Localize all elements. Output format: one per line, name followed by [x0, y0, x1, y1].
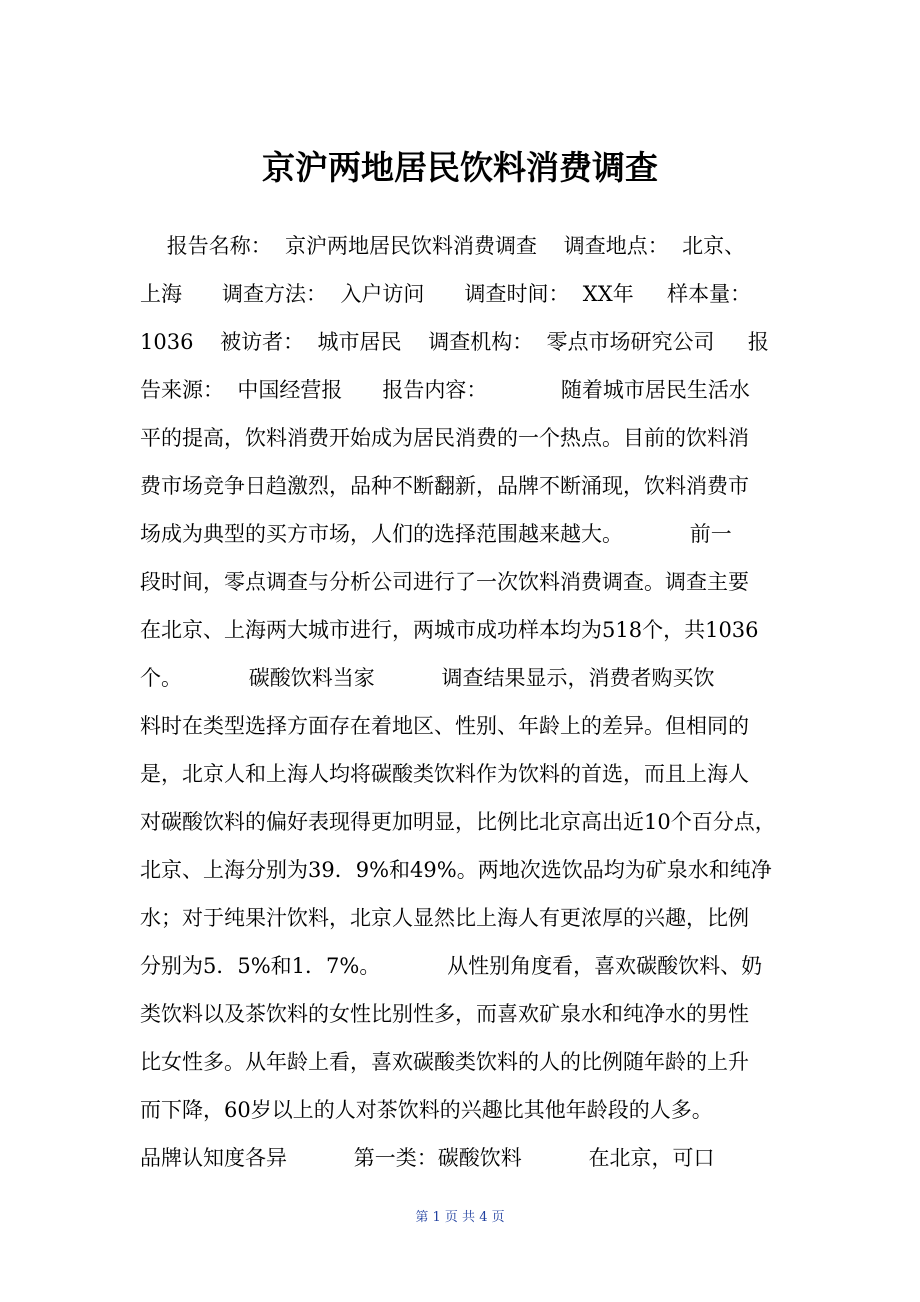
- body-line: 比女性多。从年龄上看，喜欢碳酸类饮料的人的比例随年龄的上升: [140, 1050, 749, 1074]
- body-line: 是，北京人和上海人均将碳酸类饮料作为饮料的首选，而且上海人: [140, 762, 749, 786]
- body-line: 平的提高，饮料消费开始成为居民消费的一个热点。目前的饮料消: [140, 426, 749, 450]
- page-footer: 第 1 页 共 4 页: [415, 1210, 505, 1225]
- body-line: 品牌认知度各异 第一类：碳酸饮料 在北京，可口: [140, 1146, 715, 1170]
- body-line: 个。 碳酸饮料当家 调查结果显示，消费者购买饮: [140, 666, 715, 690]
- body-line: 上海 调查方法： 入户访问 调查时间： XX年 样本量：: [140, 282, 752, 306]
- body-line: 水；对于纯果汁饮料，北京人显然比上海人有更浓厚的兴趣，比例: [140, 906, 749, 930]
- body-line: 类饮料以及茶饮料的女性比别性多，而喜欢矿泉水和纯净水的男性: [140, 1002, 749, 1026]
- body-line: 料时在类型选择方面存在着地区、性别、年龄上的差异。但相同的: [140, 714, 749, 738]
- body-line: 告来源： 中国经营报 报告内容： 随着城市居民生活水: [140, 378, 750, 402]
- document-title: 京沪两地居民饮料消费调查: [262, 148, 658, 187]
- body-line: 对碳酸饮料的偏好表现得更加明显，比例比北京高出近10个百分点，: [140, 810, 776, 834]
- body-line: 北京、上海分别为39．9%和49%。两地次选饮品均为矿泉水和纯净: [140, 858, 772, 882]
- body-line: 分别为5．5%和1．7%。 从性别角度看，喜欢碳酸饮料、奶: [140, 954, 763, 978]
- body-line: 费市场竞争日趋激烈，品种不断翻新，品牌不断涌现，饮料消费市: [140, 474, 749, 498]
- body-line: 场成为典型的买方市场，人们的选择范围越来越大。 前一: [140, 522, 732, 546]
- body-line: 段时间，零点调查与分析公司进行了一次饮料消费调查。调查主要: [140, 570, 749, 594]
- body-line: 在北京、上海两大城市进行，两城市成功样本均为518个，共1036: [140, 618, 759, 642]
- body-line: 而下降，60岁以上的人对茶饮料的兴趣比其他年龄段的人多。: [140, 1098, 713, 1122]
- body-line: 报告名称： 京沪两地居民饮料消费调查 调查地点： 北京、: [140, 234, 746, 258]
- body-line: 1036 被访者： 城市居民 调查机构： 零点市场研究公司 报: [140, 330, 769, 354]
